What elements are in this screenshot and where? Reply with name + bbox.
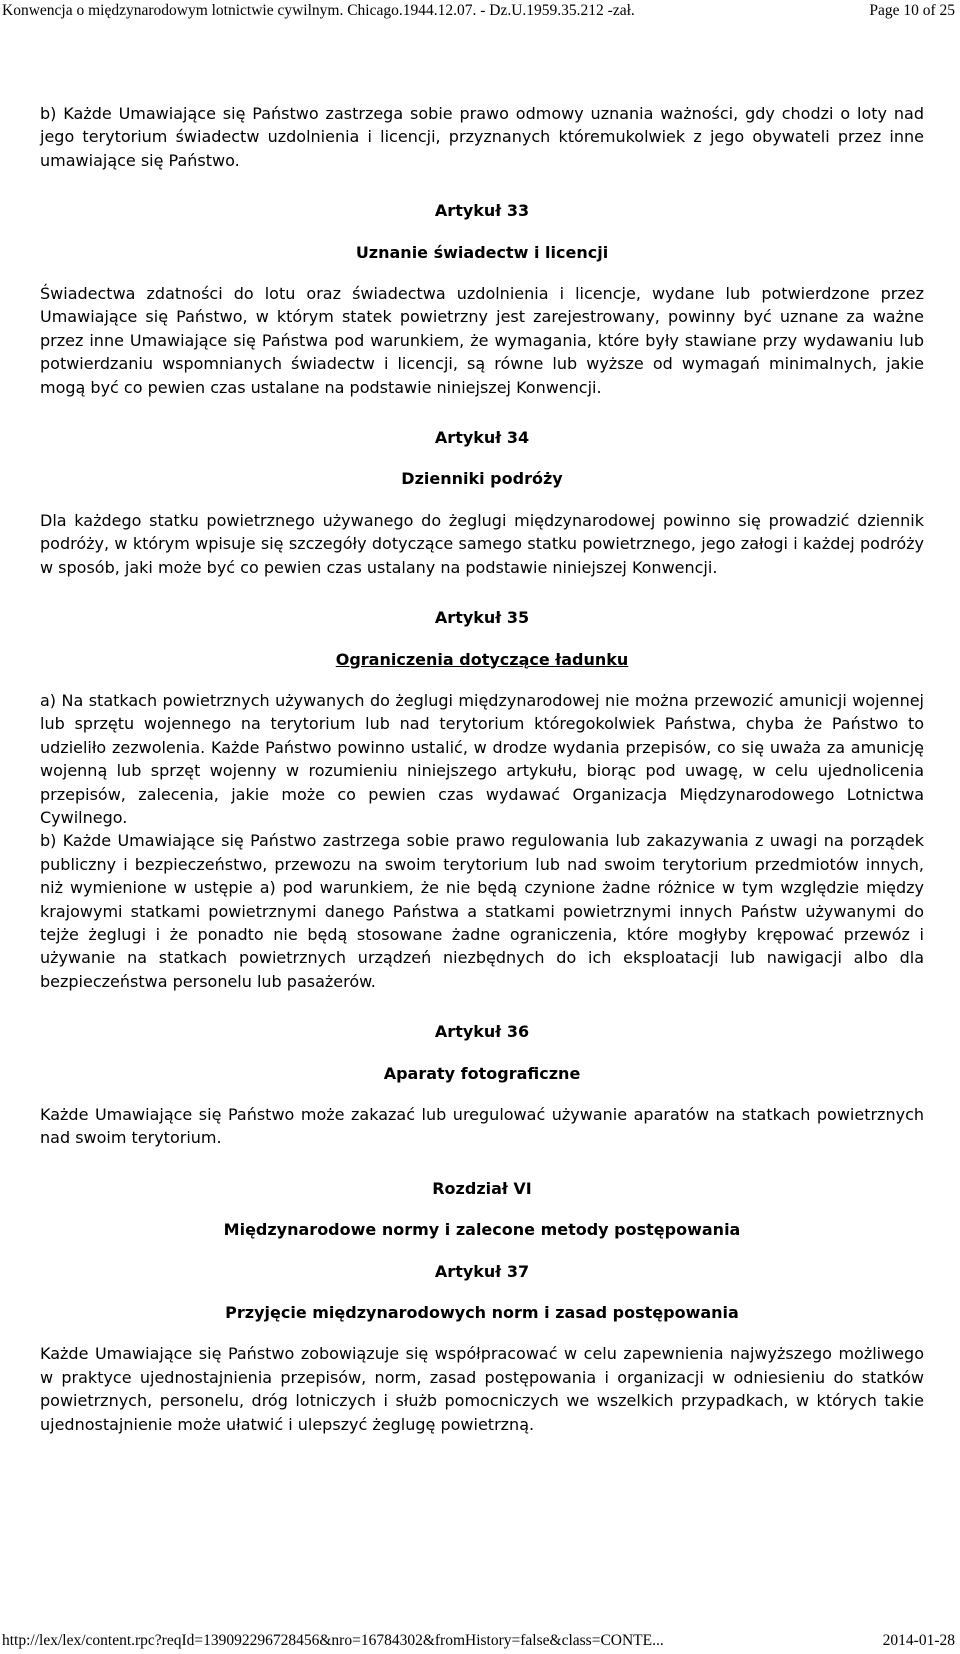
source-url: http://lex/lex/content.rpc?reqId=139092296728456&nro=16784302&fromHistory=false&class=CONTE... <box>2 1632 664 1649</box>
article-33-text: Świadectwa zdatności do lotu oraz świadectwa uzdolnienia i licencje, wydane lub potwierdzone przez Umawiające się Państwo, w którym statek powietrzny jest zarejestrowany, powinny być uznane za ważne przez inne Umawiające się Państwa pod warunkiem, że wymagania, które były stawiane przy wydawaniu lub potwierdzaniu wspomnianych świadectw i licencji, są równe lub wyższe od wymagań minimalnych, jakie mogą być co pewien czas ustalane na podstawie niniejszej Konwencji. <box>40 284 924 397</box>
article-35-number: Artykuł 35 <box>434 608 530 628</box>
article-33-number: Artykuł 33 <box>434 201 530 221</box>
article-34-title: Dzienniki podróży <box>401 469 563 489</box>
page-number: Page 10 of 25 <box>869 2 955 19</box>
article-36-number: Artykuł 36 <box>434 1022 530 1042</box>
article-33-title: Uznanie świadectw i licencji <box>355 242 609 262</box>
document-title: Konwencja o międzynarodowym lotnictwie cywilnym. Chicago.1944.12.07. - Dz.U.1959.35.212 -zał. <box>2 2 635 19</box>
intro-paragraph: b) Każde Umawiające się Państwo zastrzega sobie prawo odmowy uznania ważności, gdy chodzi o loty nad jego terytorium świadectw uzdolnienia i licencji, przyznanych któremukolwiek z jego obywateli przez inne umawiające się Państwo. <box>40 104 924 170</box>
article-35-text-b: b) Każde Umawiające się Państwo zastrzega sobie prawo regulowania lub zakazywania z uwagi na porządek publiczny i bezpieczeństwo, przewozu na swoim terytorium lub nad swoim terytorium przedmiotów innych, niż wymienione w ustępie a) pod warunkiem, że nie będą czynione żadne różnice w tym względzie między krajowymi statkami powietrznymi danego Państwa a statkami powietrznymi innych Państw używanymi do tejże żeglugi i że ponadto nie będą stosowane żadne ograniczenia, które mogłyby krępować przewóz i używanie na statkach powietrznych urządzeń niezbędnych do ich eksploatacji lub nawigacji albo dla bezpieczeństwa personelu lub pasażerów. <box>40 831 924 991</box>
article-37-number: Artykuł 37 <box>434 1261 530 1281</box>
document-body <box>40 102 924 1436</box>
page-header <box>0 0 960 24</box>
article-37-title: Przyjęcie międzynarodowych norm i zasad postępowania <box>225 1303 739 1323</box>
article-35-text-a: a) Na statkach powietrznych używanych do żeglugi międzynarodowej nie można przewozić amunicji wojennej lub sprzętu wojennego na terytorium lub nad terytorium któregokolwiek Państwa, chyba że Państwo to udzieliło zezwolenia. Każde Państwo powinno ustalić, w drodze wydania przepisów, co się uważa za amunicję wojenną lub sprzęt wojenny w rozumieniu niniejszego artykułu, biorąc pod uwagę, w celu ujednolicenia przepisów, zalecenia, jakie może co pewien czas wydawać Organizacja Międzynarodowego Lotnictwa Cywilnego. <box>40 690 924 827</box>
chapter-6-number: Rozdział VI <box>432 1178 532 1198</box>
article-34-text: Dla każdego statku powietrznego używanego do żeglugi międzynarodowej powinno się prowadzić dziennik podróży, w którym wpisuje się szczegóły dotyczące samego statku powietrznego, jego załogi i każdej podróży w sposób, jaki może być co pewien czas ustalany na podstawie niniejszej Konwencji. <box>40 510 924 577</box>
print-date: 2014-01-28 <box>882 1632 955 1649</box>
article-35-title: Ograniczenia dotyczące ładunku <box>335 649 629 669</box>
page-footer <box>0 1630 960 1654</box>
article-36-text: Każde Umawiające się Państwo może zakazać lub uregulować używanie aparatów na statkach powietrznych nad swoim terytorium. <box>40 1105 924 1148</box>
chapter-6-title: Międzynarodowe normy i zalecone metody postępowania <box>223 1220 741 1240</box>
article-36-title: Aparaty fotograficzne <box>383 1063 581 1083</box>
article-34-number: Artykuł 34 <box>434 428 530 448</box>
article-37-text: Każde Umawiające się Państwo zobowiązuje się współpracować w celu zapewnienia najwyższego możliwego w praktyce ujednostajnienia przepisów, norm, zasad postępowania i organizacji w odniesieniu do statków powietrznych, personelu, dróg lotniczych i służb pomocniczych we wszelkich przypadkach, w których takie ujednostajnienie może ułatwić i ulepszyć żeglugę powietrzną. <box>40 1344 924 1434</box>
